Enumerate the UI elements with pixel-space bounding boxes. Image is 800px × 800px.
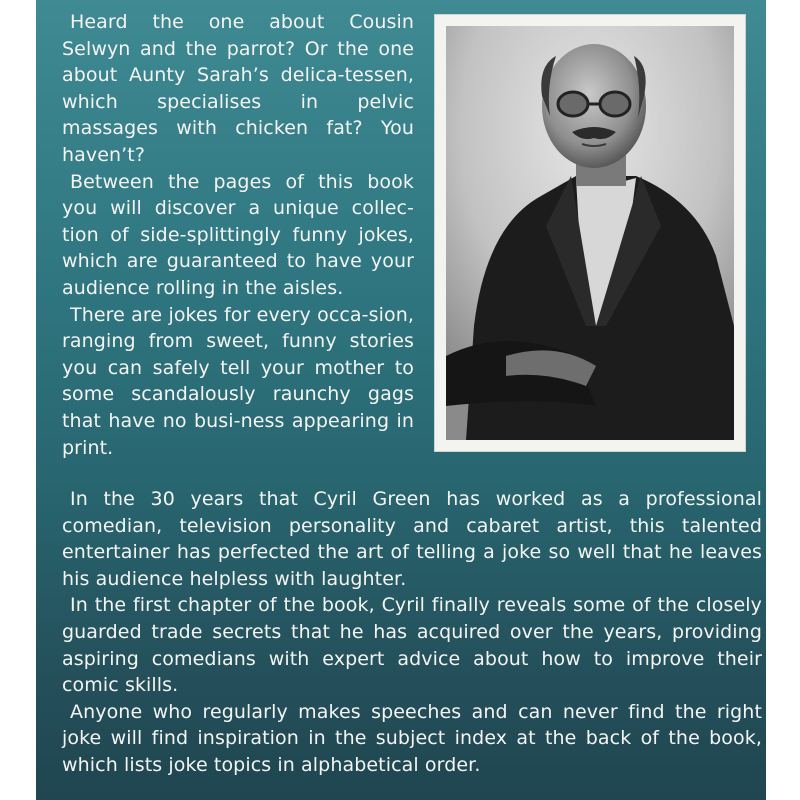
blurb-full-width-text bbox=[62, 486, 762, 779]
author-photo-frame bbox=[434, 14, 746, 452]
author-portrait-image bbox=[446, 26, 734, 440]
blurb-paragraph: In the first chapter of the book, Cyril finally reveals some of the closely guarded trade secrets that he has acquired over the years, providing aspiring comedians with expert advice about how to improve their comic skills. bbox=[62, 594, 762, 697]
author-photo bbox=[446, 26, 734, 440]
blurb-paragraph: Anyone who regularly makes speeches and can never find the right joke will find inspiration in the subject index at the back of the book, which lists joke topics in alphabetical order. bbox=[62, 700, 762, 776]
blurb-column-text bbox=[62, 9, 414, 461]
blurb-paragraph: Between the pages of this book you will discover a unique collec-tion of side-splittingly funny jokes, which are guaranteed to have your audience rolling in the aisles. bbox=[62, 170, 414, 299]
blurb-paragraph: There are jokes for every occa-sion, ranging from sweet, funny stories you can safely tell your mother to some scandalously raunchy gags that have no busi-ness appearing in print. bbox=[62, 303, 414, 459]
book-back-cover bbox=[36, 0, 766, 800]
blurb-paragraph: Heard the one about Cousin Selwyn and the parrot? Or the one about Aunty Sarah’s delica-tessen, which specialises in pelvic massages with chicken fat? You haven’t? bbox=[62, 11, 414, 166]
blurb-paragraph: In the 30 years that Cyril Green has worked as a professional comedian, television personality and cabaret artist, this talented entertainer has perfected the art of telling a joke so well that he leaves his audience helpless with laughter. bbox=[62, 488, 762, 590]
